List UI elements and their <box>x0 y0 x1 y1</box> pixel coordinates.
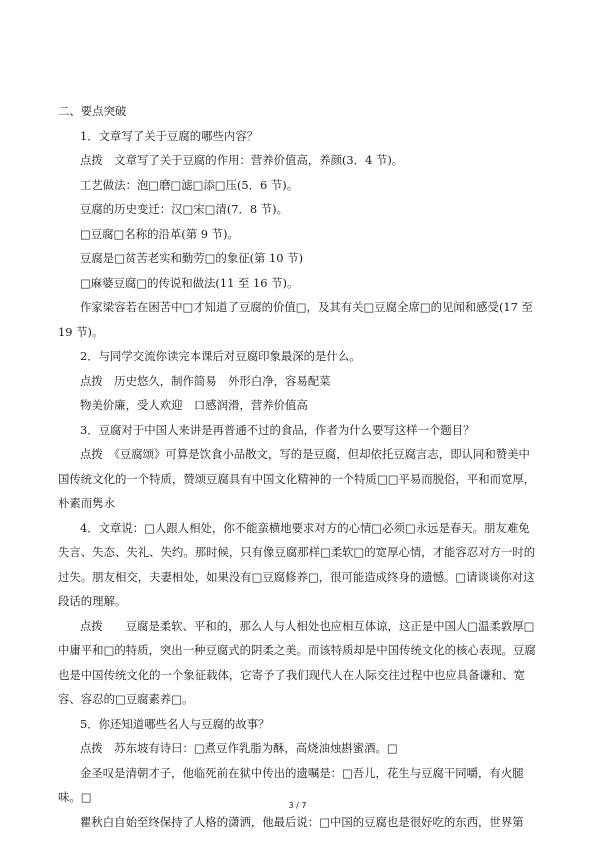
answer-5-line-3: 瞿秋白自始至终保持了人格的潇洒，他最后说：□中国的豆腐也是很好吃的东西，世界第 <box>80 814 524 829</box>
page-number: 3 / 7 <box>288 801 307 810</box>
answer-2-line-1: 点拨 历史悠久，制作简易 外形白净，容易配菜 <box>80 373 331 388</box>
answer-4: 点拨 豆腐是柔软、平和的，那么人与人相处也应相互体谅，这正是中国人□温柔敦厚□中庸平和□的特质，突出一种豆腐式的阴柔之美。而该特质却是中国传统文化的核心表现。豆腐也是中国传统文化的一个象征载体，它寄予了我们现代人在人际交往过程中也应具备谦和、宽容、容忍的□豆腐素养□。 <box>58 618 536 706</box>
question-2: 2．与同学交流你读完本课后对豆腐印象最深的是什么。 <box>80 349 361 363</box>
section-title: 二、要点突破 <box>58 104 127 118</box>
question-3: 3．豆腐对于中国人来讲是再普通不过的食品，作者为什么要写这样一个题目？ <box>80 422 475 437</box>
answer-3: 点拨 《豆腐颂》可算是饮食小品散文，写的是豆腐，但却依托豆腐言志，即认同和赞美中国传统文化的一个特质，赞颂豆腐具有中国文化精神的一个特质□□平易而脱俗，平和而宽厚，朴素而隽永 <box>58 447 536 510</box>
answer-2-line-2: 物美价廉，受人欢迎 口感润滑，营养价值高 <box>80 398 308 412</box>
answer-1-line-4: □豆腐□名称的沿革(第 9 节)。 <box>80 226 239 241</box>
answer-5-line-1: 点拨 苏东坡有诗曰：□煮豆作乳脂为酥，高烧油烛斟蜜酒。□ <box>80 741 398 755</box>
question-1: 1．文章写了关于豆腐的哪些内容？ <box>80 128 259 143</box>
question-5: 5．你还知道哪些名人与豆腐的故事？ <box>80 716 270 731</box>
document-body <box>58 99 540 834</box>
answer-1-line-6: □麻婆豆腐□的传说和做法(11 至 16 节)。 <box>80 275 299 290</box>
answer-1-line-1: 点拨 文章写了关于豆腐的作用：营养价值高，养颜(3．4 节)。 <box>80 153 404 167</box>
answer-1-line-3: 豆腐的历史变迁：汉□宋□清(7．8 节)。 <box>80 202 288 216</box>
question-4: 4．文章说：□人跟人相处，你不能蛮横地要求对方的心情□必须□永远是春天。朋友难免失言、失态、失礼、失约。那时候，只有像豆腐那样□柔软□的宽厚心情，才能容忍对方一时的过失。朋友相交，夫妻相处，如果没有□豆腐修养□，很可能造成终身的遗憾。□请谈谈你对这段话的理解。 <box>58 520 536 608</box>
answer-1-line-7: 作家梁容若在困苦中□才知道了豆腐的价值□，及其有关□豆腐全席□的见闻和感受(17 至 19 节)。 <box>58 300 533 339</box>
answer-1-line-2: 工艺做法：泡□磨□滤□添□压(5．6 节)。 <box>80 177 299 192</box>
answer-5-line-2: 金圣叹是清朝才子，他临死前在狱中传出的遗嘱是：□吾儿，花生与豆腐干同嚼，有火腿味。□ <box>58 765 524 804</box>
answer-1-line-5: 豆腐是□贫苦老实和勤劳□的象征(第 10 节) <box>80 251 304 265</box>
